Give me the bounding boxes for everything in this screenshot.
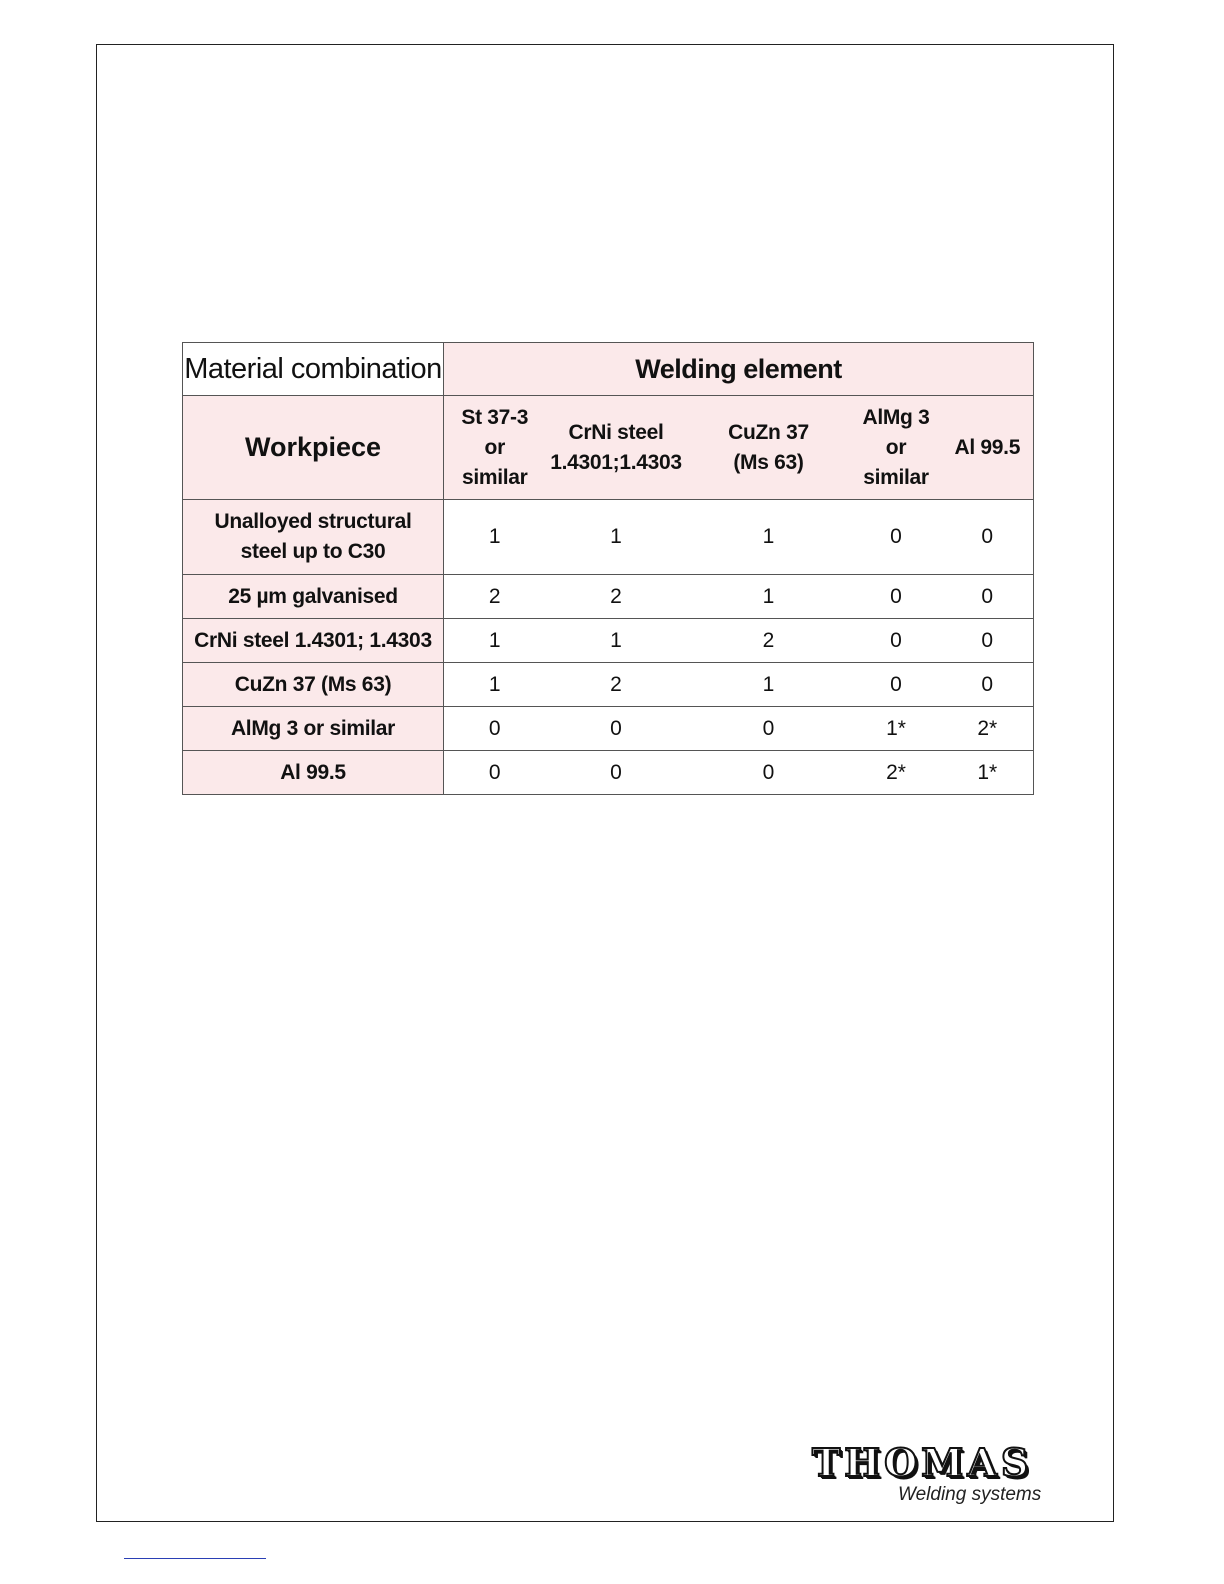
table-row: [183, 619, 1034, 663]
table-cell: 1: [444, 619, 546, 663]
table-row: [183, 707, 1034, 751]
table-cell: 1*: [942, 751, 1034, 795]
column-header: [444, 396, 546, 500]
column-header-line: Al 99.5: [954, 435, 1021, 459]
table-cell: 1: [687, 575, 851, 619]
row-header: CuZn 37 (Ms 63): [183, 663, 444, 707]
row-header: [183, 500, 444, 575]
table-cell: 1: [546, 619, 687, 663]
table-cell: 2: [546, 663, 687, 707]
row-header: Al 99.5: [183, 751, 444, 795]
table-cell: 1: [444, 500, 546, 575]
table-cell: 1: [687, 500, 851, 575]
row-header: CrNi steel 1.4301; 1.4303: [183, 619, 444, 663]
table-cell: 0: [851, 663, 942, 707]
table-row: [183, 500, 1034, 575]
table-cell: 0: [444, 751, 546, 795]
table-cell: 1: [546, 500, 687, 575]
column-header: [851, 396, 942, 500]
table-cell: 2: [687, 619, 851, 663]
table-cell: 0: [546, 707, 687, 751]
logo-tagline: Welding systems: [898, 1484, 1042, 1505]
column-header: [942, 396, 1034, 500]
thomas-logo: [808, 1440, 1048, 1510]
table-cell: 0: [942, 619, 1034, 663]
table-cell: 2*: [942, 707, 1034, 751]
table-cell: 1: [444, 663, 546, 707]
column-header-line: AlMg 3: [862, 405, 930, 429]
table-cell: 0: [687, 751, 851, 795]
column-header-line: similar: [461, 465, 528, 489]
table-row: [183, 575, 1034, 619]
column-header-line: similar: [863, 465, 929, 489]
table-cell: 2*: [851, 751, 942, 795]
footnote-separator: [124, 1558, 266, 1559]
workpiece-header: Workpiece: [183, 396, 444, 500]
column-header-line: CrNi steel: [568, 420, 664, 444]
table-title-row: [183, 343, 1034, 396]
table-cell: 0: [444, 707, 546, 751]
column-header: [546, 396, 687, 500]
logo-wordmark: THOMAS: [812, 1440, 1033, 1485]
column-header-line: or: [484, 435, 505, 459]
column-header-line: (Ms 63): [733, 450, 804, 474]
column-header-row: [183, 396, 1034, 500]
column-header-line: or: [885, 435, 907, 459]
table-cell: 0: [687, 707, 851, 751]
table-cell: 0: [851, 619, 942, 663]
table-cell: 0: [851, 575, 942, 619]
column-header: [687, 396, 851, 500]
column-header-line: 1.4301;1.4303: [550, 450, 682, 474]
table-cell: 0: [942, 663, 1034, 707]
table-cell: 1: [687, 663, 851, 707]
table-cell: 0: [851, 500, 942, 575]
column-header-line: CuZn 37: [728, 420, 809, 444]
row-header-line: Unalloyed structural: [214, 510, 412, 533]
material-combination-table: [182, 342, 1034, 795]
table-cell: 2: [546, 575, 687, 619]
row-header: 25 µm galvanised: [183, 575, 444, 619]
table-cell: 1*: [851, 707, 942, 751]
table-cell: 0: [942, 500, 1034, 575]
column-header-line: St 37-3: [461, 405, 529, 429]
table-cell: 0: [942, 575, 1034, 619]
row-header: AlMg 3 or similar: [183, 707, 444, 751]
table-row: [183, 663, 1034, 707]
table-cell: 2: [444, 575, 546, 619]
welding-element-header: Welding element: [444, 343, 1034, 396]
table-cell: 0: [546, 751, 687, 795]
corner-label: Material combination: [183, 343, 444, 396]
table-row: [183, 751, 1034, 795]
row-header-line: steel up to C30: [240, 540, 386, 563]
